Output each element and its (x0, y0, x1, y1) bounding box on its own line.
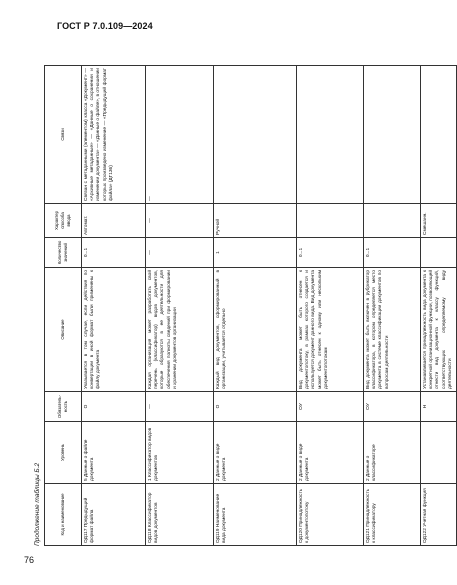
cell-input: Ручной (214, 204, 297, 238)
cell-links: — (146, 66, 214, 204)
table-row (82, 66, 146, 546)
cell-code-name: ОД118 Классификатор видов документов (146, 484, 214, 546)
cell-description: Вид документа может быть включен в рубрикатор классификатора, в котором определяется место документа в системе классификации документов по вопросам деятельности (364, 268, 421, 392)
table-row (364, 66, 421, 546)
table-row (214, 66, 297, 546)
table-row (297, 66, 364, 546)
cell-code-name: ОД122 Учетная функция (421, 484, 457, 546)
table-row (421, 66, 457, 546)
table-continuation-label: Продолжение таблицы Б.2 (34, 462, 41, 546)
cell-count: — (146, 238, 214, 268)
column-header-count: Количество значений (45, 238, 82, 268)
cell-count: 0...1 (297, 238, 364, 268)
cell-level: 1 Классификатор видов документов (146, 422, 214, 484)
cell-count: 1 (214, 238, 297, 268)
cell-input: Смешанн. (421, 204, 457, 238)
cell-description: Каждая организация может разработать свой перечень (классификатор) видов документов, которые образуются в ее деятельности для обеспечения полноты сведений при формировании и хранении документов организации (146, 268, 214, 392)
cell-code-name: ОД120 Принадлежность к документопотоку (297, 484, 364, 546)
cell-obligation: Н (421, 392, 457, 422)
cell-code-name: ОД117 Предыдущий формат файла (82, 484, 146, 546)
cell-code-name: ОД119 Наименование вида документа (214, 484, 297, 546)
cell-level: 2 Данные о классификаторе (364, 422, 421, 484)
cell-links (364, 66, 421, 204)
cell-count (421, 238, 457, 268)
cell-description: Устанавливается принадлежность вида документа к конкретной организационной функции, позволяющей отнести вид документа к классу функций, соответствующих определяемому виду деятельности (421, 268, 457, 392)
cell-count: 0...1 (364, 238, 421, 268)
table-row (146, 66, 214, 546)
column-header-input: Характер способа ввода (45, 204, 82, 238)
page-number: 76 (24, 555, 35, 565)
column-header-level: Уровень (45, 422, 82, 484)
rotated-table-area (34, 66, 453, 546)
cell-level: 5 Данные о файле документа (82, 422, 146, 484)
column-header-description: Описание (45, 268, 82, 392)
cell-links (214, 66, 297, 204)
cell-links: Связан с метаданными (элементом) класса «Документ» — «Архивные метаданные» — «Данные о сохранении и изменении документа» — «Данные о файле», в отношении которых произведено изменение — «Предыдущий формат файла» (ДГ136) (82, 66, 146, 204)
cell-level (421, 422, 457, 484)
metadata-table (44, 65, 457, 546)
column-header-obligation: Обязатель-ность (45, 392, 82, 422)
cell-obligation: ОУ (297, 392, 364, 422)
cell-obligation: О (82, 392, 146, 422)
column-header-code: Код и наименование (45, 484, 82, 546)
cell-obligation: О (214, 392, 297, 422)
cell-level: 2 Данные о виде документа (297, 422, 364, 484)
cell-description: Каждый вид документов, сформированный в организации, учитывается отдельно (214, 268, 297, 392)
cell-obligation: — (146, 392, 214, 422)
cell-links (297, 66, 364, 204)
cell-count: 0...1 (82, 238, 146, 268)
document-code: ГОСТ Р 7.0.109—2024 (57, 21, 153, 31)
cell-input (364, 204, 421, 238)
cell-description: Вид документа может быть отнесен к документопотоку, в рамках которого создается и используется документ данного вида. Вид документа может быть отнесен к одному или нескольким документопотокам (297, 268, 364, 392)
cell-obligation: ОУ (364, 392, 421, 422)
table-header-row (45, 66, 82, 546)
cell-code-name: ОД121 Принадлежность к классификатору (364, 484, 421, 546)
cell-input: — (146, 204, 214, 238)
column-header-links: Связи (45, 66, 82, 204)
cell-input: Автомат. (82, 204, 146, 238)
cell-description: Указывается в том случае, если действия по конвертации в иной формат были применены к файлу документа (82, 268, 146, 392)
cell-links (421, 66, 457, 204)
cell-level: 2 Данные о виде документа (214, 422, 297, 484)
cell-input (297, 204, 364, 238)
